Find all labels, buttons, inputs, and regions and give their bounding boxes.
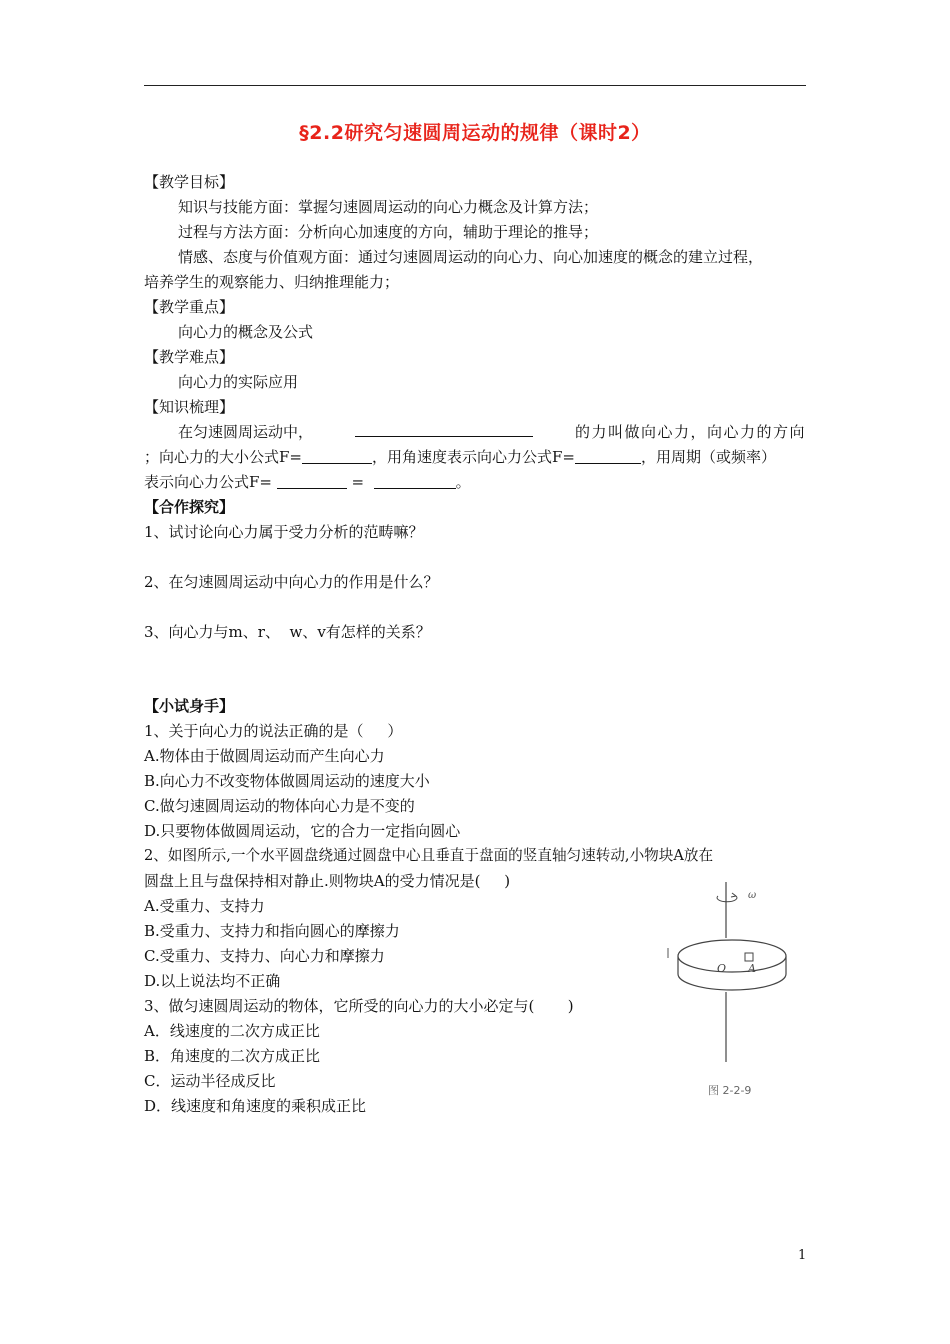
fill-blank-4[interactable] <box>277 472 347 489</box>
knowledge-review-line2 <box>144 445 776 469</box>
practice-header: 【小试身手】 <box>144 697 235 715</box>
header-rule <box>144 85 806 86</box>
key-points-header: 【教学重点】 <box>144 298 235 316</box>
review-text-3b: = <box>351 473 365 491</box>
practice-q1-option-d: D.只要物体做圆周运动，它的合力一定指向圆心 <box>144 822 461 840</box>
cooperative-question-3: 3、向心力与m、r、 w、v有怎样的关系？ <box>144 623 431 641</box>
difficulties-header: 【教学难点】 <box>144 348 235 366</box>
fill-blank-2[interactable] <box>302 447 372 464</box>
key-points-content: 向心力的概念及公式 <box>178 323 314 341</box>
review-text-1b: 的力叫做向心力，向心力的方向 <box>574 423 806 441</box>
review-text-2b: ，用角速度表示向心力公式F= <box>371 448 575 466</box>
objective-emotion-line1: 情感、态度与价值观方面：通过匀速圆周运动的向心力、向心加速度的概念的建立过程， <box>178 248 764 266</box>
cooperative-header: 【合作探究】 <box>144 498 235 516</box>
cooperative-question-2: 2、在匀速圆周运动中向心力的作用是什么？ <box>144 573 439 591</box>
figure-caption: 图 2-2-9 <box>708 1084 752 1097</box>
knowledge-review-line1 <box>178 420 806 444</box>
review-text-2c: ，用周期（或频率） <box>640 448 776 466</box>
center-label: O <box>717 962 727 975</box>
knowledge-review-header: 【知识梳理】 <box>144 398 235 416</box>
practice-q1-option-b: B.向心力不改变物体做圆周运动的速度大小 <box>144 772 430 790</box>
block-label: A <box>748 962 756 975</box>
practice-q2-option-a: A.受重力、支持力 <box>144 897 265 915</box>
review-text-2a: ；向心力的大小公式F= <box>144 448 302 466</box>
rotation-arrowhead-icon <box>731 893 736 897</box>
objective-process: 过程与方法方面：分析向心加速度的方向，辅助于理论的推导； <box>178 223 599 241</box>
practice-q1-option-c: C.做匀速圆周运动的物体向心力是不变的 <box>144 797 415 815</box>
objective-knowledge: 知识与技能方面：掌握匀速圆周运动的向心力概念及计算方法； <box>178 198 599 216</box>
fill-blank-3[interactable] <box>575 447 641 464</box>
review-text-3c: 。 <box>455 473 471 491</box>
fill-blank-5[interactable] <box>374 472 456 489</box>
omega-label: ω <box>748 890 757 901</box>
cooperative-question-1: 1、试讨论向心力属于受力分析的范畴嘛？ <box>144 523 424 541</box>
fill-blank-1[interactable] <box>355 420 533 437</box>
practice-q3-option-c: C．运动半径成反比 <box>144 1072 276 1090</box>
practice-q2-option-d: D.以上说法均不正确 <box>144 972 281 990</box>
practice-q1-option-a: A.物体由于做圆周运动而产生向心力 <box>144 747 385 765</box>
practice-question-2-line1: 2、如图所示,一个水平圆盘绕通过圆盘中心且垂直于盘面的竖直轴匀速转动,小物块A放在 <box>144 847 714 864</box>
review-text-1a: 在匀速圆周运动中， <box>178 423 314 441</box>
review-text-3a: 表示向心力公式F= <box>144 473 272 491</box>
practice-q2-option-b: B.受重力、支持力和指向圆心的摩擦力 <box>144 922 400 940</box>
practice-question-3: 3、做匀速圆周运动的物体，它所受的向心力的大小必定与( ) <box>144 997 574 1015</box>
difficulties-content: 向心力的实际应用 <box>178 373 299 391</box>
page-number: 1 <box>798 1248 807 1263</box>
objective-emotion-line2: 培养学生的观察能力、归纳推理能力； <box>144 273 400 291</box>
practice-q3-option-d: D．线速度和角速度的乘积成正比 <box>144 1097 367 1115</box>
practice-q3-option-a: A．线速度的二次方成正比 <box>144 1022 320 1040</box>
rotating-disc-figure <box>660 880 800 1110</box>
knowledge-review-line3 <box>144 470 471 494</box>
practice-question-1: 1、关于向心力的说法正确的是（ ） <box>144 722 403 740</box>
practice-question-2-line2: 圆盘上且与盘保持相对静止.则物块A的受力情况是( ) <box>144 872 511 890</box>
practice-q2-option-c: C.受重力、支持力、向心力和摩擦力 <box>144 947 385 965</box>
practice-q3-option-b: B．角速度的二次方成正比 <box>144 1047 321 1065</box>
objectives-header: 【教学目标】 <box>144 173 235 191</box>
disc-top <box>678 940 786 972</box>
page-title: §2.2研究匀速圆周运动的规律（课时2） <box>299 122 651 144</box>
